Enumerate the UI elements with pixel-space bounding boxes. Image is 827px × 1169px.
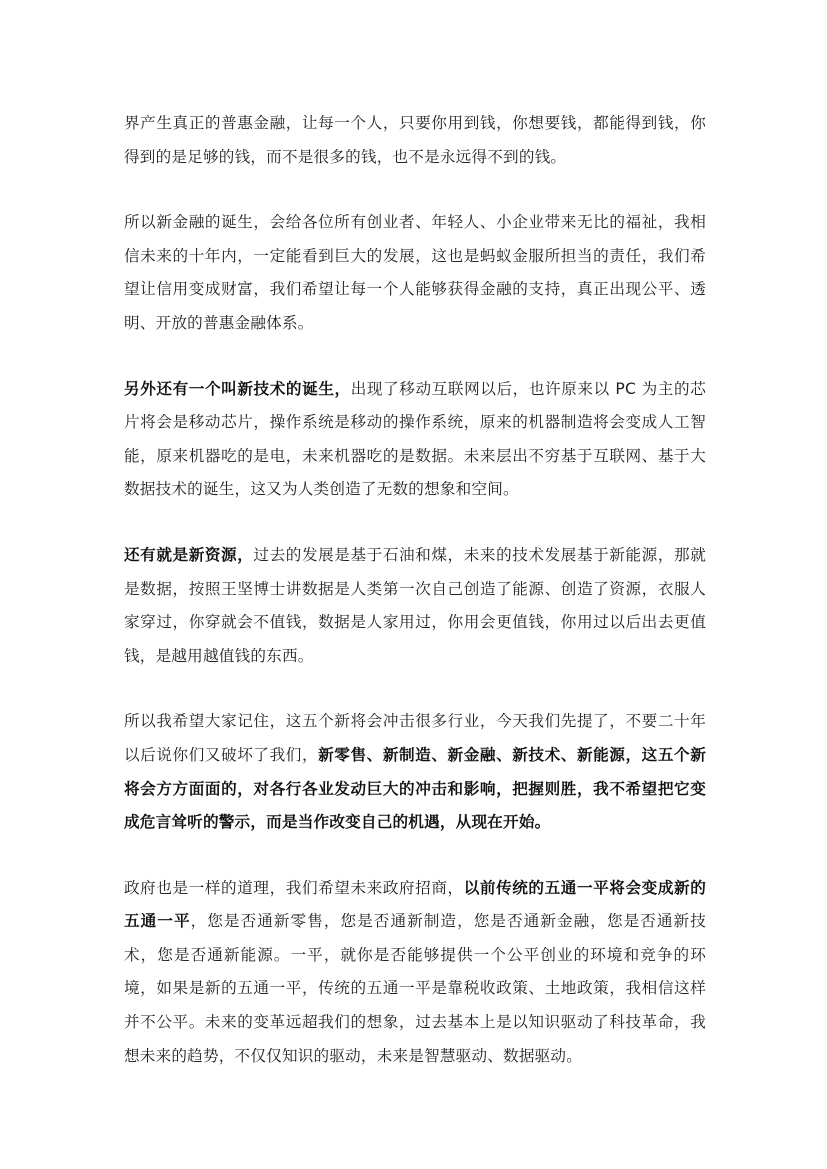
- paragraph-1: [124, 107, 706, 174]
- paragraph-3: [124, 373, 706, 507]
- text-run: 出现了移动互联网以后，也许原来以 PC 为主的芯片将会是移动芯片，操作系统是移动的操作系统，原来的机器制造将会变成人工智能，原来机器吃的是电，未来机器吃的是数据。未来层出不穷基于互联网、基于大数据技术的诞生，这又为人类创造了无数的想象和空间。: [124, 379, 706, 499]
- text-run: 政府也是一样的道理，我们希望未来政府招商，: [124, 878, 464, 897]
- text-run: 过去的发展是基于石油和煤，未来的技术发展基于新能源，那就是数据，按照王坚博士讲数据是人类第一次自己创造了能源、创造了资源，衣服人家穿过，你穿就会不值钱，数据是人家用过，你用会更值钱，你用过以后出去更值钱，是越用越值钱的东西。: [124, 545, 706, 665]
- paragraph-2: [124, 206, 706, 340]
- document-body: [124, 107, 706, 1073]
- paragraph-5: [124, 705, 706, 839]
- paragraph-6: [124, 872, 706, 1074]
- bold-text-run: 以前传统的五通一平将会变成新的五通一平: [124, 878, 706, 931]
- text-run: 界产生真正的普惠金融，让每一个人，只要你用到钱，你想要钱，都能得到钱，你得到的是足够的钱，而不是很多的钱，也不是永远得不到的钱。: [124, 114, 706, 166]
- bold-text-run: 还有就是新资源，: [124, 545, 254, 564]
- text-run: ，您是否通新零售，您是否通新制造，您是否通新金融，您是否通新技术，您是否通新能源。一平，就你是否能够提供一个公平创业的环境和竞争的环境，如果是新的五通一平，传统的五通一平是靠税收政策、土地政策，我相信这样并不公平。未来的变革远超我们的想象，过去基本上是以知识驱动了科技革命，我想未来的趋势，不仅仅知识的驱动，未来是智慧驱动、数据驱动。: [124, 912, 706, 1065]
- bold-text-run: 另外还有一个叫新技术的诞生，: [124, 379, 351, 398]
- paragraph-4: [124, 539, 706, 673]
- text-run: 所以新金融的诞生，会给各位所有创业者、年轻人、小企业带来无比的福祉，我相信未来的十年内，一定能看到巨大的发展，这也是蚂蚁金服所担当的责任，我们希望让信用变成财富，我们希望让每一个人能够获得金融的支持，真正出现公平、透明、开放的普惠金融体系。: [124, 213, 706, 332]
- bold-text-run: 新零售、新制造、新金融、新技术、新能源，这五个新将会方方面面的，对各行各业发动巨大的冲击和影响，把握则胜，我不希望把它变成危言耸听的警示，而是当作改变自己的机遇，从现在开始。: [124, 745, 706, 832]
- text-run: 所以我希望大家记住，这五个新将会冲击很多行业，今天我们先提了，不要二十年以后说你们又破坏了我们，: [124, 712, 706, 764]
